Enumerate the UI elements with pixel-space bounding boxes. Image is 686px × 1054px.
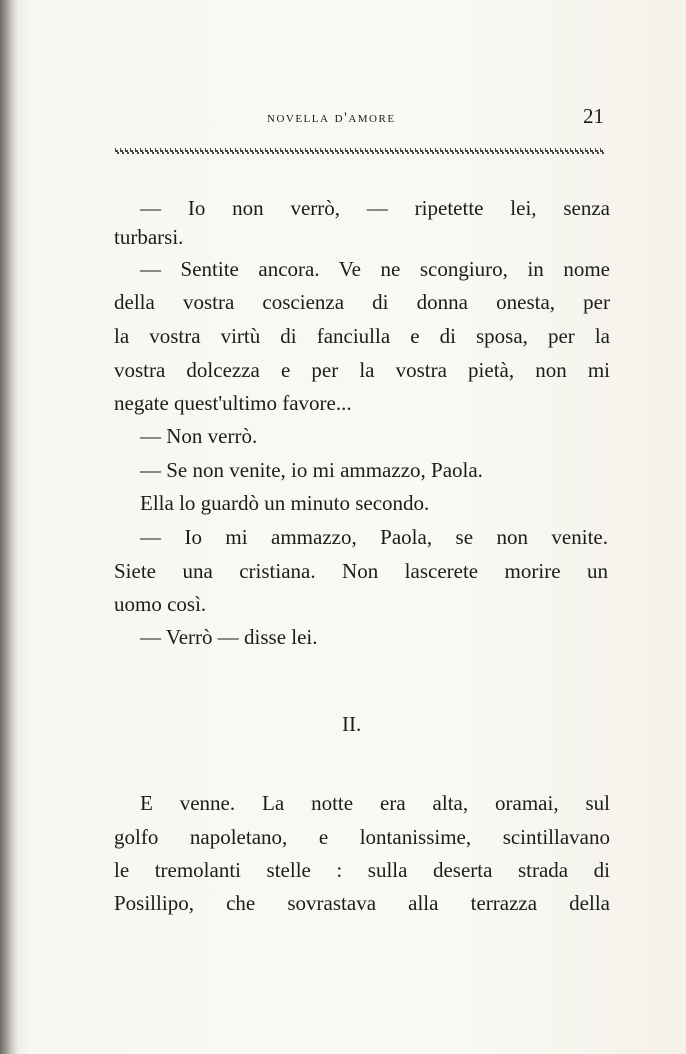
running-head bbox=[114, 104, 606, 134]
text-line: — Verrò — disse lei. bbox=[140, 625, 318, 649]
text-line: — Io mi ammazzo, Paola, se non venite. bbox=[140, 525, 608, 549]
text-line: Ella lo guardò un minuto secondo. bbox=[140, 491, 430, 515]
text-line: le tremolanti stelle : sulla deserta strada di bbox=[114, 858, 610, 882]
text-line: — Non verrò. bbox=[140, 424, 258, 448]
text-line: vostra dolcezza e per la vostra pietà, non mi bbox=[114, 358, 610, 382]
text-line: Siete una cristiana. Non lascerete morire un bbox=[114, 559, 608, 583]
section-number: II. bbox=[342, 712, 362, 736]
text-line: turbarsi. bbox=[114, 225, 184, 249]
text-line: — Se non venite, io mi ammazzo, Paola. bbox=[140, 458, 483, 482]
binding-edge bbox=[0, 0, 18, 1054]
text-line: uomo così. bbox=[114, 592, 207, 616]
text-line: la vostra virtù di fanciulla e di sposa, per la bbox=[114, 324, 610, 348]
text-line: — Io non verrò, — ripetette lei, senza bbox=[140, 196, 610, 220]
text-line: della vostra coscienza di donna onesta, per bbox=[114, 290, 610, 314]
text-line: E venne. La notte era alta, oramai, sul bbox=[140, 791, 610, 815]
text-line: negate quest'ultimo favore... bbox=[114, 391, 352, 415]
running-title: novella d'amore bbox=[267, 110, 396, 126]
ornamental-rule bbox=[115, 147, 605, 155]
text-line: Posillipo, che sovrastava alla terrazza della bbox=[114, 891, 610, 915]
text-line: — Sentite ancora. Ve ne scongiuro, in nome bbox=[140, 257, 610, 281]
page-number: 21 bbox=[583, 104, 604, 128]
text-line: golfo napoletano, e lontanissime, scintillavano bbox=[114, 825, 610, 849]
